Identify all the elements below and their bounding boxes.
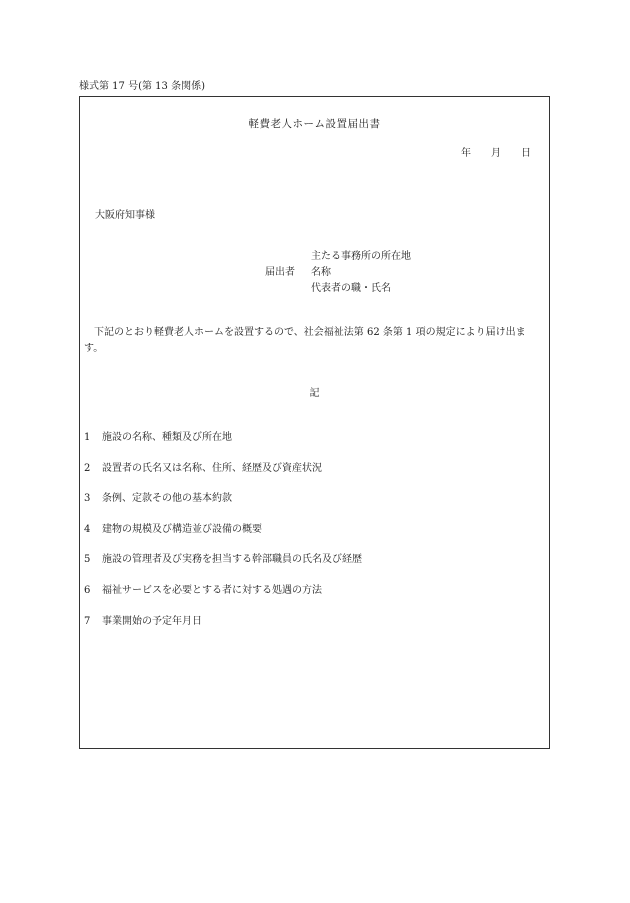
applicant-address-label: 主たる事務所の所在地 bbox=[311, 251, 411, 262]
item-number: 4 bbox=[84, 523, 91, 535]
applicant-block bbox=[265, 250, 411, 298]
form-box bbox=[79, 96, 550, 749]
item-text: 設置者の氏名又は名称、住所、経歴及び資産状況 bbox=[102, 462, 322, 474]
item-number: 6 bbox=[84, 584, 91, 596]
item-text: 事業開始の予定年月日 bbox=[102, 615, 202, 627]
item-list bbox=[84, 431, 362, 645]
applicant-name-label: 名称 bbox=[311, 267, 331, 278]
item-text: 施設の名称、種類及び所在地 bbox=[102, 432, 232, 443]
applicant-representative-label: 代表者の職・氏名 bbox=[311, 283, 391, 294]
list-item bbox=[84, 584, 362, 615]
form-number: 様式第 17 号(第 13 条関係) bbox=[79, 81, 205, 92]
item-text: 条例、定款その他の基本約款 bbox=[102, 493, 232, 505]
item-number: 7 bbox=[84, 615, 91, 627]
applicant-name-row bbox=[265, 266, 411, 282]
applicant-address-row bbox=[265, 250, 411, 266]
item-number: 2 bbox=[84, 462, 91, 474]
date-month-label: 月 bbox=[491, 148, 501, 159]
applicant-representative-row bbox=[265, 282, 411, 298]
applicant-label: 届出者 bbox=[265, 267, 295, 278]
item-number: 5 bbox=[84, 554, 91, 566]
list-item bbox=[84, 553, 362, 584]
date-year-label: 年 bbox=[461, 148, 471, 159]
document-title: 軽費老人ホーム設置届出書 bbox=[248, 118, 381, 130]
item-text: 福祉サービスを必要とする者に対する処遇の方法 bbox=[102, 584, 322, 596]
ki-heading: 記 bbox=[309, 388, 320, 399]
list-item bbox=[84, 615, 362, 646]
item-text: 施設の管理者及び実務を担当する幹部職員の氏名及び経歴 bbox=[102, 554, 362, 566]
item-text: 建物の規模及び構造並び設備の概要 bbox=[102, 523, 262, 535]
list-item bbox=[84, 462, 362, 493]
item-number: 1 bbox=[84, 432, 91, 443]
date-line bbox=[461, 147, 531, 161]
addressee: 大阪府知事様 bbox=[95, 210, 155, 221]
list-item bbox=[84, 431, 362, 462]
list-item bbox=[84, 492, 362, 523]
body-text: 下記のとおり軽費老人ホームを設置するので、社会福祉法第 62 条第 1 項の規定により届け出ます。 bbox=[84, 327, 526, 354]
date-day-label: 日 bbox=[521, 148, 531, 159]
item-number: 3 bbox=[84, 493, 91, 505]
list-item bbox=[84, 523, 362, 554]
